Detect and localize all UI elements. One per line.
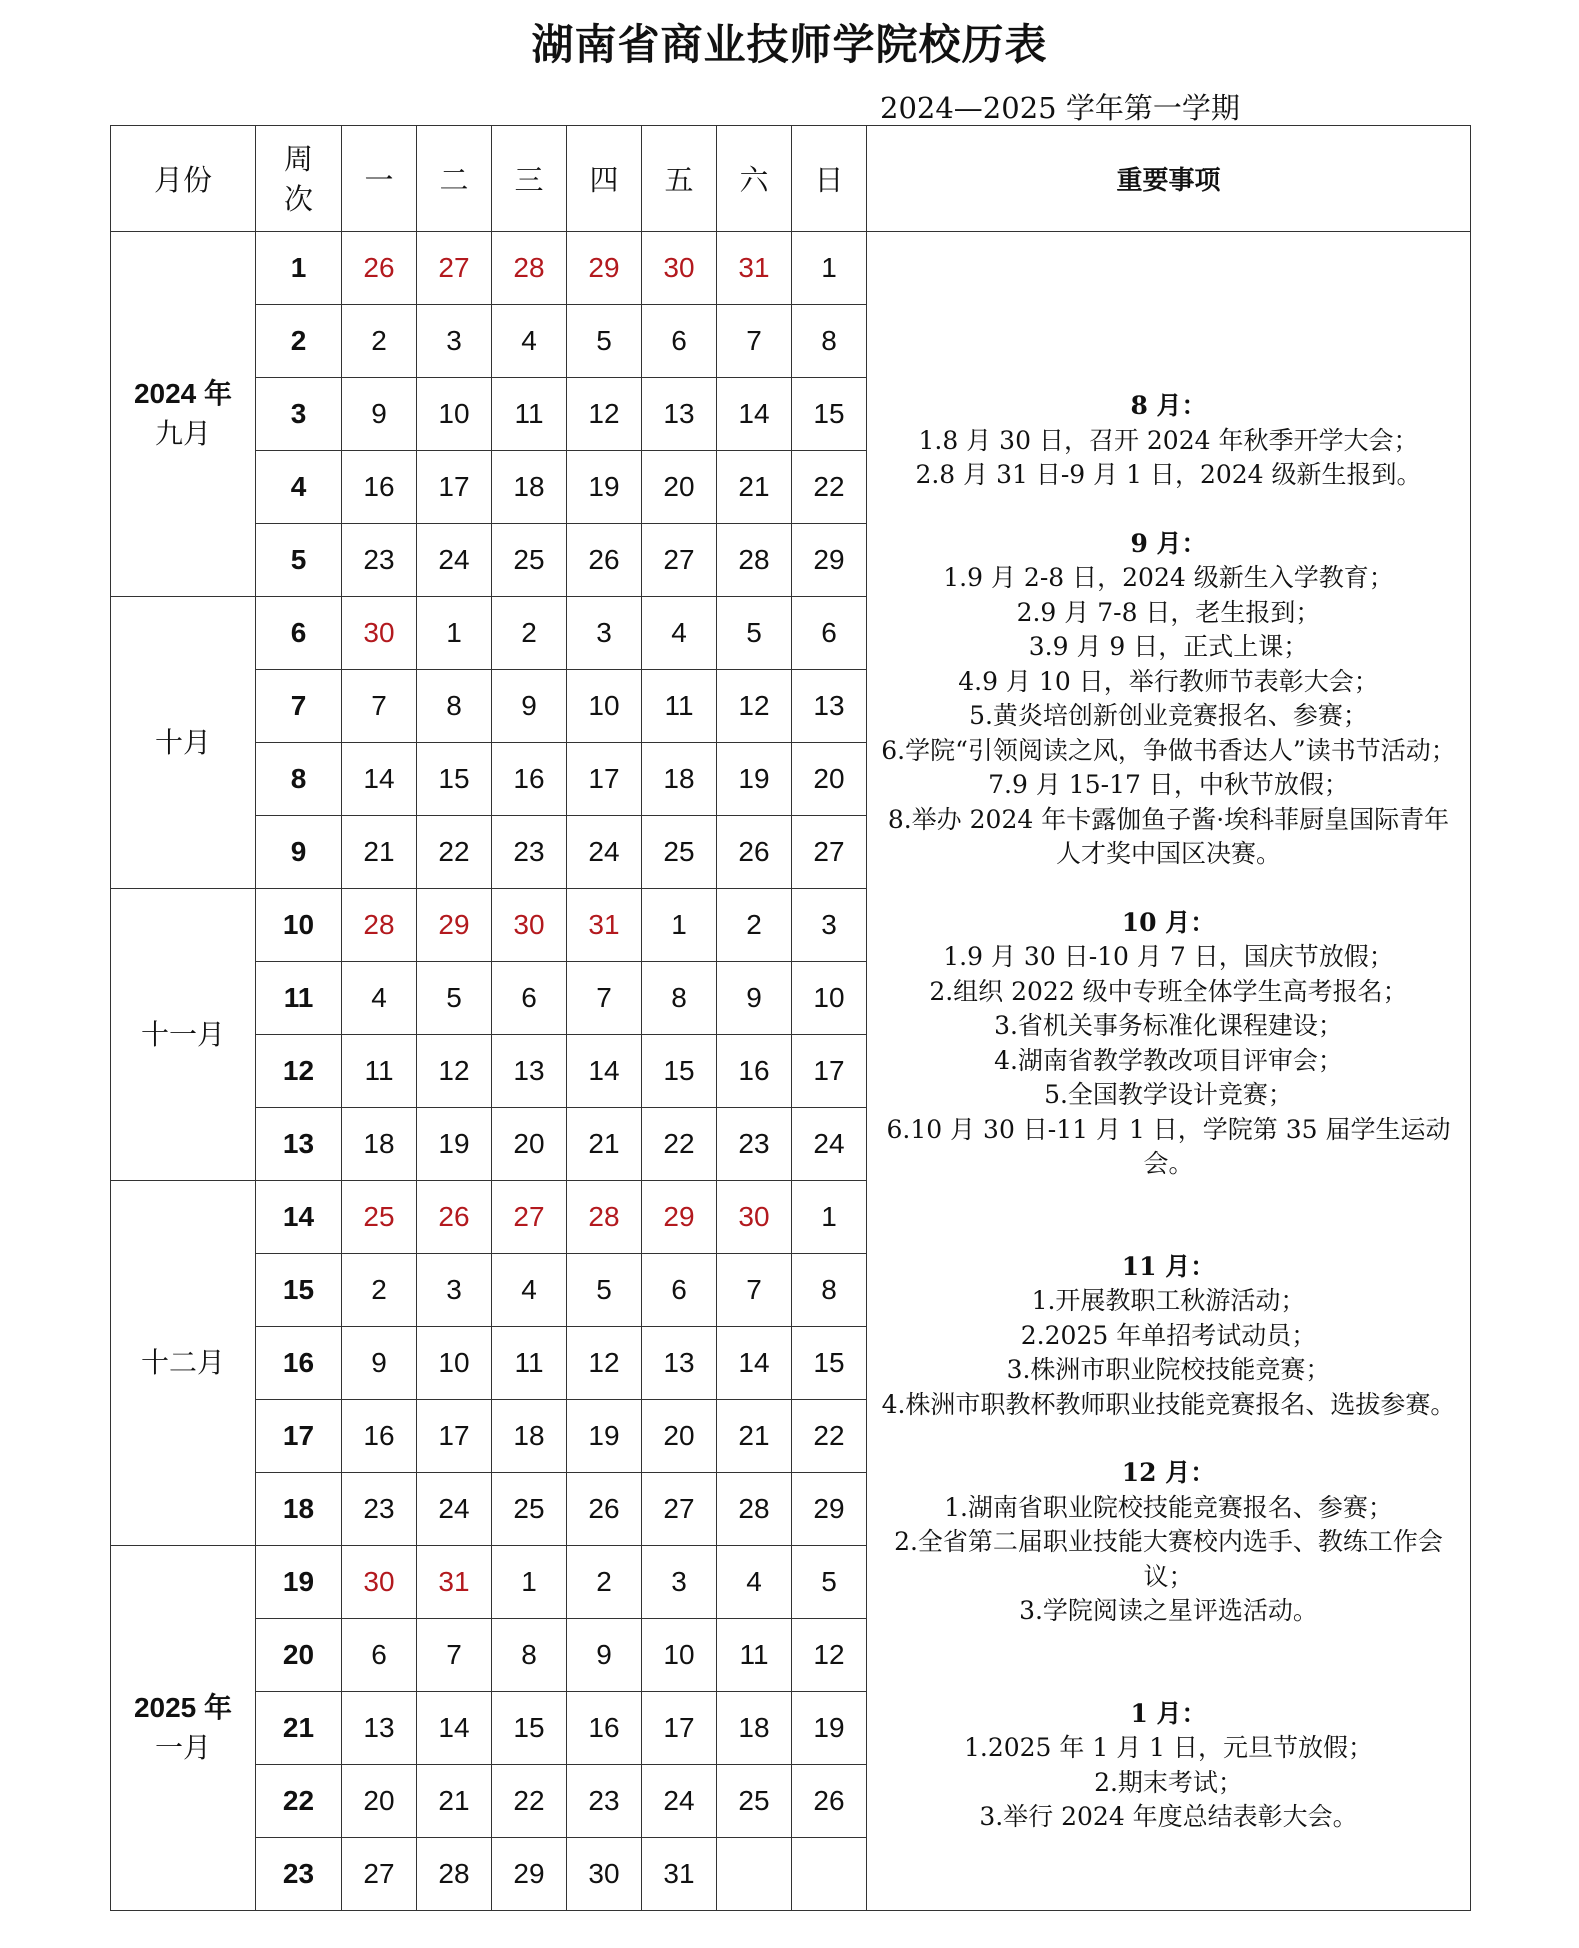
day-cell: 7 bbox=[567, 962, 642, 1035]
day-cell: 7 bbox=[717, 1254, 792, 1327]
day-cell: 28 bbox=[342, 889, 417, 962]
week-number: 3 bbox=[256, 378, 342, 451]
notes-month-heading: 8 月： bbox=[1130, 391, 1207, 421]
notes-item: 4.湖南省教学教改项目评审会； bbox=[994, 1045, 1343, 1075]
month-name-label: 九月 bbox=[154, 417, 211, 450]
header-day-wed: 三 bbox=[492, 126, 567, 232]
notes-month-heading: 11 月： bbox=[1121, 1251, 1216, 1281]
day-cell: 4 bbox=[717, 1546, 792, 1619]
day-cell: 4 bbox=[642, 597, 717, 670]
day-cell: 22 bbox=[417, 816, 492, 889]
day-cell: 2 bbox=[492, 597, 567, 670]
day-cell: 6 bbox=[492, 962, 567, 1035]
day-cell: 30 bbox=[342, 597, 417, 670]
day-cell: 21 bbox=[567, 1108, 642, 1181]
day-cell: 22 bbox=[792, 1400, 867, 1473]
day-cell: 9 bbox=[342, 378, 417, 451]
day-cell: 16 bbox=[492, 743, 567, 816]
header-month: 月份 bbox=[111, 126, 256, 232]
week-number: 18 bbox=[256, 1473, 342, 1546]
week-number: 4 bbox=[256, 451, 342, 524]
week-number: 16 bbox=[256, 1327, 342, 1400]
notes-item: 8.举办 2024 年卡露伽鱼子酱·埃科菲厨皇国际青年人才奖中国区决赛。 bbox=[887, 804, 1450, 869]
day-cell: 1 bbox=[642, 889, 717, 962]
day-cell: 20 bbox=[792, 743, 867, 816]
day-cell: 17 bbox=[417, 451, 492, 524]
week-number: 20 bbox=[256, 1619, 342, 1692]
day-cell: 25 bbox=[492, 1473, 567, 1546]
notes-item: 3.学院阅读之星评选活动。 bbox=[1019, 1596, 1318, 1626]
notes-item: 2.8 月 31 日-9 月 1 日，2024 级新生报到。 bbox=[915, 460, 1422, 490]
day-cell: 26 bbox=[792, 1765, 867, 1838]
day-cell bbox=[717, 1838, 792, 1911]
notes-month-heading: 10 月： bbox=[1121, 907, 1216, 937]
week-number: 23 bbox=[256, 1838, 342, 1911]
day-cell: 20 bbox=[342, 1765, 417, 1838]
day-cell: 12 bbox=[567, 1327, 642, 1400]
day-cell: 19 bbox=[792, 1692, 867, 1765]
day-cell: 1 bbox=[792, 1181, 867, 1254]
semester-subtitle: 2024—2025 学年第一学期 bbox=[880, 91, 1240, 125]
notes-item: 3.9 月 9 日，正式上课； bbox=[1028, 632, 1309, 662]
week-number: 10 bbox=[256, 889, 342, 962]
notes-month-heading: 9 月： bbox=[1130, 528, 1207, 558]
day-cell: 18 bbox=[492, 451, 567, 524]
day-cell: 26 bbox=[567, 1473, 642, 1546]
day-cell: 5 bbox=[567, 305, 642, 378]
notes-item: 2.期末考试； bbox=[1094, 1767, 1243, 1797]
notes-item: 6.10 月 30 日-11 月 1 日，学院第 35 届学生运动会。 bbox=[886, 1114, 1451, 1179]
week-number: 22 bbox=[256, 1765, 342, 1838]
day-cell: 22 bbox=[642, 1108, 717, 1181]
day-cell: 9 bbox=[717, 962, 792, 1035]
notes-item: 2.组织 2022 级中专班全体学生高考报名； bbox=[929, 976, 1408, 1006]
day-cell: 18 bbox=[642, 743, 717, 816]
day-cell: 11 bbox=[642, 670, 717, 743]
notes-item: 7.9 月 15-17 日，中秋节放假； bbox=[988, 770, 1349, 800]
day-cell: 13 bbox=[342, 1692, 417, 1765]
day-cell: 26 bbox=[342, 232, 417, 305]
day-cell bbox=[792, 1838, 867, 1911]
day-cell: 15 bbox=[792, 378, 867, 451]
day-cell: 16 bbox=[342, 451, 417, 524]
day-cell: 2 bbox=[342, 1254, 417, 1327]
day-cell: 8 bbox=[792, 305, 867, 378]
day-cell: 30 bbox=[642, 232, 717, 305]
notes-content bbox=[867, 307, 1470, 1835]
day-cell: 9 bbox=[492, 670, 567, 743]
day-cell: 23 bbox=[492, 816, 567, 889]
day-cell: 13 bbox=[642, 1327, 717, 1400]
day-cell: 18 bbox=[342, 1108, 417, 1181]
day-cell: 14 bbox=[717, 378, 792, 451]
day-cell: 20 bbox=[642, 451, 717, 524]
day-cell: 20 bbox=[642, 1400, 717, 1473]
notes-month-heading: 1 月： bbox=[1130, 1698, 1207, 1728]
notes-item: 1.湖南省职业院校技能竞赛报名、参赛； bbox=[944, 1492, 1393, 1522]
month-cell bbox=[111, 889, 256, 1181]
header-day-mon: 一 bbox=[342, 126, 417, 232]
notes-item: 1.8 月 30 日，召开 2024 年秋季开学大会； bbox=[918, 425, 1419, 455]
notes-item: 1.开展教职工秋游活动； bbox=[1031, 1286, 1306, 1316]
week-number: 8 bbox=[256, 743, 342, 816]
day-cell: 25 bbox=[342, 1181, 417, 1254]
day-cell: 26 bbox=[567, 524, 642, 597]
header-day-fri: 五 bbox=[642, 126, 717, 232]
day-cell: 21 bbox=[342, 816, 417, 889]
day-cell: 3 bbox=[567, 597, 642, 670]
week-number: 12 bbox=[256, 1035, 342, 1108]
day-cell: 19 bbox=[567, 451, 642, 524]
month-name-label: 十二月 bbox=[140, 1346, 225, 1379]
day-cell: 28 bbox=[492, 232, 567, 305]
day-cell: 16 bbox=[342, 1400, 417, 1473]
week-number: 19 bbox=[256, 1546, 342, 1619]
day-cell: 30 bbox=[342, 1546, 417, 1619]
notes-month-block bbox=[877, 1697, 1460, 1835]
day-cell: 30 bbox=[492, 889, 567, 962]
day-cell: 11 bbox=[492, 1327, 567, 1400]
notes-month-block bbox=[877, 1456, 1460, 1629]
day-cell: 27 bbox=[642, 524, 717, 597]
day-cell: 17 bbox=[642, 1692, 717, 1765]
day-cell: 12 bbox=[792, 1619, 867, 1692]
week-row bbox=[111, 232, 1471, 305]
week-number: 2 bbox=[256, 305, 342, 378]
day-cell: 27 bbox=[417, 232, 492, 305]
notes-item: 1.9 月 2-8 日，2024 级新生入学教育； bbox=[943, 563, 1394, 593]
day-cell: 14 bbox=[567, 1035, 642, 1108]
month-name-label: 十月 bbox=[154, 725, 211, 759]
day-cell: 30 bbox=[567, 1838, 642, 1911]
day-cell: 14 bbox=[342, 743, 417, 816]
day-cell: 13 bbox=[492, 1035, 567, 1108]
day-cell: 21 bbox=[417, 1765, 492, 1838]
day-cell: 21 bbox=[717, 1400, 792, 1473]
day-cell: 25 bbox=[642, 816, 717, 889]
day-cell: 23 bbox=[717, 1108, 792, 1181]
day-cell: 1 bbox=[417, 597, 492, 670]
day-cell: 12 bbox=[417, 1035, 492, 1108]
day-cell: 8 bbox=[417, 670, 492, 743]
day-cell: 27 bbox=[342, 1838, 417, 1911]
notes-item: 4.9 月 10 日，举行教师节表彰大会； bbox=[958, 666, 1379, 696]
day-cell: 16 bbox=[567, 1692, 642, 1765]
day-cell: 25 bbox=[492, 524, 567, 597]
day-cell: 17 bbox=[792, 1035, 867, 1108]
day-cell: 2 bbox=[717, 889, 792, 962]
day-cell: 28 bbox=[717, 524, 792, 597]
day-cell: 7 bbox=[342, 670, 417, 743]
notes-cell bbox=[867, 232, 1471, 1911]
header-week-line1: 周 bbox=[283, 141, 313, 176]
header-day-tue: 二 bbox=[417, 126, 492, 232]
month-cell bbox=[111, 597, 256, 889]
day-cell: 24 bbox=[567, 816, 642, 889]
day-cell: 26 bbox=[417, 1181, 492, 1254]
notes-item: 3.株洲市职业院校技能竞赛； bbox=[1006, 1355, 1331, 1385]
week-number: 14 bbox=[256, 1181, 342, 1254]
day-cell: 10 bbox=[567, 670, 642, 743]
notes-month-block bbox=[877, 527, 1460, 872]
day-cell: 3 bbox=[417, 1254, 492, 1327]
day-cell: 23 bbox=[342, 1473, 417, 1546]
week-number: 13 bbox=[256, 1108, 342, 1181]
day-cell: 6 bbox=[342, 1619, 417, 1692]
day-cell: 27 bbox=[792, 816, 867, 889]
day-cell: 28 bbox=[717, 1473, 792, 1546]
day-cell: 10 bbox=[642, 1619, 717, 1692]
notes-item: 2.9 月 7-8 日，老生报到； bbox=[1016, 597, 1321, 627]
day-cell: 13 bbox=[792, 670, 867, 743]
day-cell: 9 bbox=[567, 1619, 642, 1692]
header-day-sun: 日 bbox=[792, 126, 867, 232]
day-cell: 16 bbox=[717, 1035, 792, 1108]
week-number: 11 bbox=[256, 962, 342, 1035]
week-number: 9 bbox=[256, 816, 342, 889]
month-cell bbox=[111, 1546, 256, 1911]
day-cell: 12 bbox=[717, 670, 792, 743]
day-cell: 5 bbox=[792, 1546, 867, 1619]
day-cell: 8 bbox=[792, 1254, 867, 1327]
day-cell: 27 bbox=[492, 1181, 567, 1254]
header-day-thu: 四 bbox=[567, 126, 642, 232]
day-cell: 28 bbox=[567, 1181, 642, 1254]
header-row bbox=[111, 126, 1471, 232]
day-cell: 15 bbox=[492, 1692, 567, 1765]
week-number: 15 bbox=[256, 1254, 342, 1327]
week-number: 5 bbox=[256, 524, 342, 597]
week-number: 21 bbox=[256, 1692, 342, 1765]
day-cell: 21 bbox=[717, 451, 792, 524]
day-cell: 31 bbox=[567, 889, 642, 962]
week-number: 7 bbox=[256, 670, 342, 743]
day-cell: 2 bbox=[342, 305, 417, 378]
header-week bbox=[256, 126, 342, 232]
day-cell: 31 bbox=[717, 232, 792, 305]
month-cell bbox=[111, 1181, 256, 1546]
notes-item: 6.学院“引领阅读之风，争做书香达人”读书节活动； bbox=[881, 735, 1456, 765]
day-cell: 12 bbox=[567, 378, 642, 451]
notes-month-heading: 12 月： bbox=[1121, 1458, 1216, 1488]
week-number: 1 bbox=[256, 232, 342, 305]
day-cell: 29 bbox=[567, 232, 642, 305]
day-cell: 24 bbox=[792, 1108, 867, 1181]
day-cell: 11 bbox=[492, 378, 567, 451]
day-cell: 15 bbox=[417, 743, 492, 816]
day-cell: 6 bbox=[792, 597, 867, 670]
day-cell: 5 bbox=[717, 597, 792, 670]
day-cell: 15 bbox=[642, 1035, 717, 1108]
day-cell: 7 bbox=[717, 305, 792, 378]
day-cell: 9 bbox=[342, 1327, 417, 1400]
day-cell: 26 bbox=[717, 816, 792, 889]
header-day-sat: 六 bbox=[717, 126, 792, 232]
day-cell: 23 bbox=[342, 524, 417, 597]
month-year-label: 2025 年 bbox=[133, 1692, 233, 1723]
day-cell: 11 bbox=[342, 1035, 417, 1108]
day-cell: 24 bbox=[417, 524, 492, 597]
day-cell: 30 bbox=[717, 1181, 792, 1254]
day-cell: 1 bbox=[792, 232, 867, 305]
month-name-label: 一月 bbox=[154, 1731, 211, 1764]
day-cell: 3 bbox=[642, 1546, 717, 1619]
day-cell: 10 bbox=[792, 962, 867, 1035]
day-cell: 13 bbox=[642, 378, 717, 451]
day-cell: 19 bbox=[417, 1108, 492, 1181]
day-cell: 8 bbox=[492, 1619, 567, 1692]
day-cell: 5 bbox=[417, 962, 492, 1035]
day-cell: 29 bbox=[417, 889, 492, 962]
day-cell: 18 bbox=[492, 1400, 567, 1473]
day-cell: 29 bbox=[792, 1473, 867, 1546]
day-cell: 17 bbox=[567, 743, 642, 816]
day-cell: 31 bbox=[642, 1838, 717, 1911]
header-notes: 重要事项 bbox=[867, 126, 1471, 232]
notes-item: 4.株洲市职教杯教师职业技能竞赛报名、选拔参赛。 bbox=[881, 1389, 1456, 1419]
day-cell: 2 bbox=[567, 1546, 642, 1619]
notes-item: 1.9 月 30 日-10 月 7 日，国庆节放假； bbox=[943, 942, 1394, 972]
header-week-line2: 次 bbox=[283, 181, 313, 216]
notes-month-block bbox=[877, 906, 1460, 1182]
month-year-label: 2024 年 bbox=[133, 378, 233, 409]
day-cell: 1 bbox=[492, 1546, 567, 1619]
notes-item: 3.省机关事务标准化课程建设； bbox=[994, 1011, 1343, 1041]
day-cell: 18 bbox=[717, 1692, 792, 1765]
day-cell: 20 bbox=[492, 1108, 567, 1181]
day-cell: 19 bbox=[717, 743, 792, 816]
month-cell bbox=[111, 232, 256, 597]
notes-item: 2.2025 年单招考试动员； bbox=[1020, 1320, 1317, 1350]
notes-item: 1.2025 年 1 月 1 日，元旦节放假； bbox=[963, 1733, 1374, 1763]
day-cell: 4 bbox=[342, 962, 417, 1035]
day-cell: 22 bbox=[492, 1765, 567, 1838]
calendar-body bbox=[111, 232, 1471, 1911]
day-cell: 29 bbox=[792, 524, 867, 597]
day-cell: 15 bbox=[792, 1327, 867, 1400]
day-cell: 17 bbox=[417, 1400, 492, 1473]
notes-month-block bbox=[877, 1250, 1460, 1423]
day-cell: 11 bbox=[717, 1619, 792, 1692]
day-cell: 22 bbox=[792, 451, 867, 524]
calendar-table bbox=[110, 125, 1471, 1911]
notes-item: 5.全国教学设计竞赛； bbox=[1044, 1080, 1293, 1110]
notes-month-block bbox=[877, 389, 1460, 493]
month-name-label: 十一月 bbox=[140, 1017, 225, 1051]
day-cell: 24 bbox=[417, 1473, 492, 1546]
day-cell: 6 bbox=[642, 305, 717, 378]
day-cell: 29 bbox=[492, 1838, 567, 1911]
day-cell: 3 bbox=[792, 889, 867, 962]
day-cell: 4 bbox=[492, 305, 567, 378]
day-cell: 28 bbox=[417, 1838, 492, 1911]
day-cell: 4 bbox=[492, 1254, 567, 1327]
day-cell: 5 bbox=[567, 1254, 642, 1327]
week-number: 17 bbox=[256, 1400, 342, 1473]
notes-item: 2.全省第二届职业技能大赛校内选手、教练工作会议； bbox=[894, 1527, 1443, 1591]
day-cell: 7 bbox=[417, 1619, 492, 1692]
day-cell: 31 bbox=[417, 1546, 492, 1619]
day-cell: 10 bbox=[417, 1327, 492, 1400]
day-cell: 10 bbox=[417, 378, 492, 451]
day-cell: 19 bbox=[567, 1400, 642, 1473]
day-cell: 27 bbox=[642, 1473, 717, 1546]
notes-item: 3.举行 2024 年度总结表彰大会。 bbox=[979, 1802, 1358, 1832]
day-cell: 14 bbox=[417, 1692, 492, 1765]
page-title: 湖南省商业技师学院校历表 bbox=[531, 20, 1048, 69]
notes-item: 5.黄炎培创新创业竞赛报名、参赛； bbox=[969, 701, 1368, 731]
day-cell: 25 bbox=[717, 1765, 792, 1838]
day-cell: 3 bbox=[417, 305, 492, 378]
day-cell: 29 bbox=[642, 1181, 717, 1254]
day-cell: 8 bbox=[642, 962, 717, 1035]
week-number: 6 bbox=[256, 597, 342, 670]
day-cell: 24 bbox=[642, 1765, 717, 1838]
day-cell: 14 bbox=[717, 1327, 792, 1400]
day-cell: 6 bbox=[642, 1254, 717, 1327]
day-cell: 23 bbox=[567, 1765, 642, 1838]
